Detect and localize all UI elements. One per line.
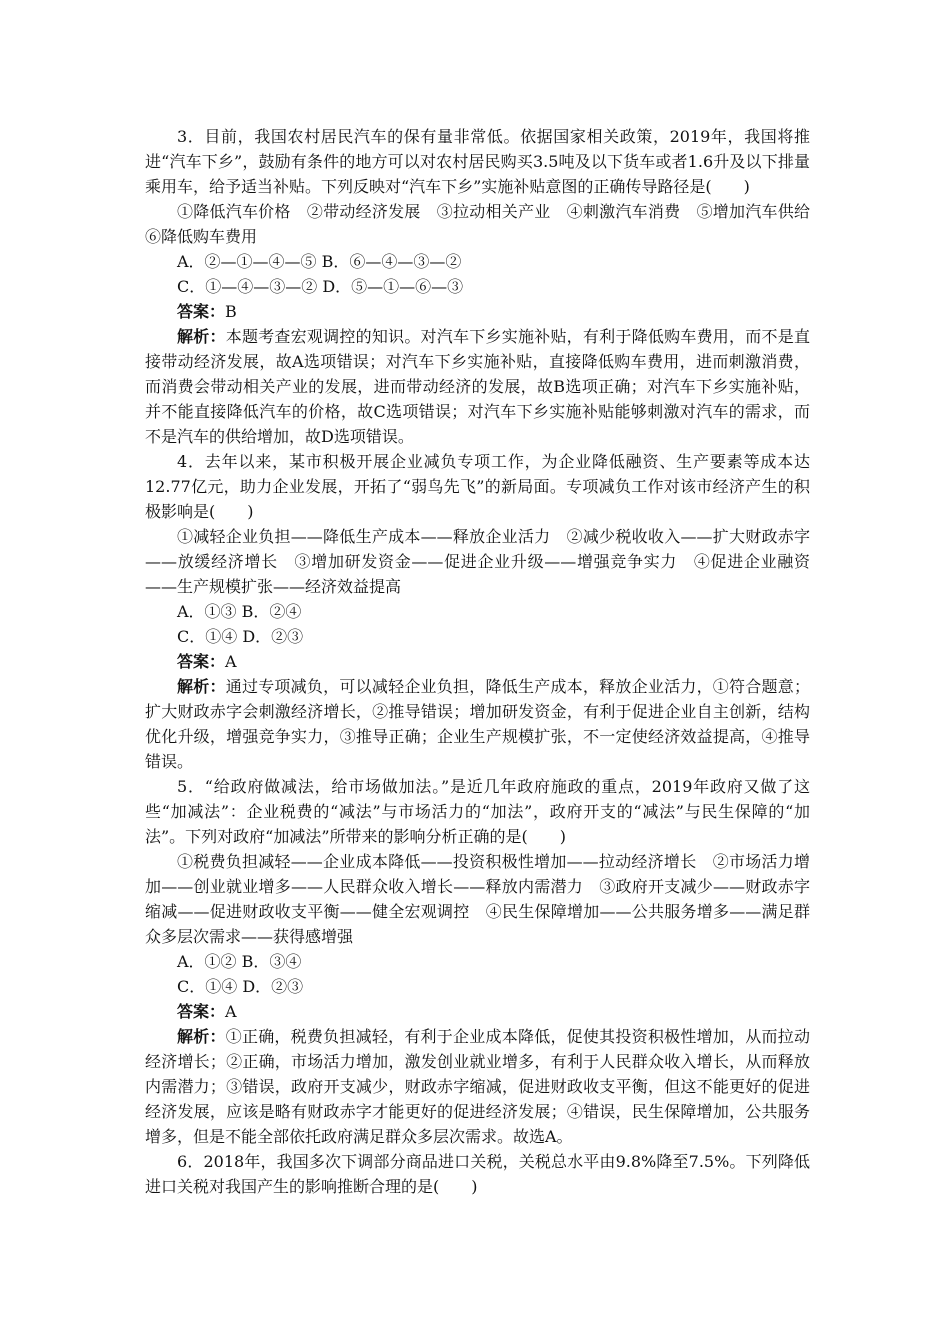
question-5-analysis bbox=[145, 1024, 810, 1149]
question-3-answer bbox=[145, 299, 810, 324]
question-4-analysis bbox=[145, 674, 810, 774]
question-3 bbox=[145, 124, 827, 449]
question-4-items: ①减轻企业负担——降低生产成本——释放企业活力 ②减少税收收入——扩大财政赤字——放缓经济增长 ③增加研发资金——促进企业升级——增强竞争实力 ④促进企业融资——生产规模扩张——经济效益提高 bbox=[145, 527, 810, 596]
question-5-options-cd: C．①④ D．②③ bbox=[177, 977, 304, 996]
answer-value: A bbox=[225, 652, 237, 671]
question-5-items: ①税费负担减轻——企业成本降低——投资积极性增加——拉动经济增长 ②市场活力增加——创业就业增多——人民群众收入增长——释放内需潜力 ③政府开支减少——财政赤字缩减——促进财政收支平衡——健全宏观调控 ④民生保障增加——公共服务增多——满足群众多层次需求——获得感增强 bbox=[145, 852, 810, 946]
question-3-analysis bbox=[145, 324, 810, 449]
question-5-stem: 5．“给政府做减法，给市场做加法。”是近几年政府施政的重点，2019年政府又做了这些“加减法”：企业税费的“减法”与市场活力的“加法”，政府开支的“减法”与民生保障的“加法”。下列对政府“加减法”所带来的影响分析正确的是( ) bbox=[145, 777, 810, 846]
question-4-options-cd: C．①④ D．②③ bbox=[177, 627, 304, 646]
answer-value: B bbox=[225, 302, 237, 321]
question-3-items: ①降低汽车价格 ②带动经济发展 ③拉动相关产业 ④刺激汽车消费 ⑤增加汽车供给 ⑥降低购车费用 bbox=[145, 202, 827, 246]
question-3-options-cd: C．①—④—③—② D．⑤—①—⑥—③ bbox=[177, 277, 464, 296]
question-6-stem: 6．2018年，我国多次下调部分商品进口关税，关税总水平由9.8%降至7.5%。下列降低进口关税对我国产生的影响推断合理的是( ) bbox=[145, 1152, 810, 1196]
analysis-text: 通过专项减负，可以减轻企业负担，降低生产成本，释放企业活力，①符合题意；扩大财政赤字会刺激经济增长，②推导错误；增加研发资金，有利于促进企业自主创新，结构优化升级，增强竞争实力，③推导正确；企业生产规模扩张，不一定使经济效益提高，④推导错误。 bbox=[145, 677, 810, 771]
question-5 bbox=[145, 774, 810, 1149]
analysis-label: 解析： bbox=[177, 327, 226, 346]
answer-label: 答案： bbox=[177, 652, 226, 671]
question-3-stem: 3．目前，我国农村居民汽车的保有量非常低。依据国家相关政策，2019年，我国将推进“汽车下乡”，鼓励有条件的地方可以对农村居民购买3.5吨及以下货车或者1.6升及以下排量乘用车，给予适当补贴。下列反映对“汽车下乡”实施补贴意图的正确传导路径是( ) bbox=[145, 127, 810, 196]
analysis-text: 本题考查宏观调控的知识。对汽车下乡实施补贴，有利于降低购车费用，而不是直接带动经济发展，故A选项错误；对汽车下乡实施补贴，直接降低购车费用，进而刺激消费，而消费会带动相关产业的发展，进而带动经济的发展，故B选项正确；对汽车下乡实施补贴，并不能直接降低汽车的价格，故C选项错误；对汽车下乡实施补贴能够刺激对汽车的需求，而不是汽车的供给增加，故D选项错误。 bbox=[145, 327, 810, 446]
answer-label: 答案： bbox=[177, 1002, 226, 1021]
analysis-label: 解析： bbox=[177, 677, 226, 696]
question-5-answer bbox=[145, 999, 810, 1024]
analysis-label: 解析： bbox=[177, 1027, 226, 1046]
question-5-options-ab: A．①② B．③④ bbox=[177, 952, 302, 971]
analysis-text: ①正确，税费负担减轻，有利于企业成本降低，促使其投资积极性增加，从而拉动经济增长；②正确，市场活力增加，激发创业就业增多，有利于人民群众收入增长，从而释放内需潜力；③错误，政府开支减少，财政赤字缩减，促进财政收支平衡，但这不能更好的促进经济发展，应该是略有财政赤字才能更好的促进经济发展；④错误，民生保障增加，公共服务增多，但是不能全部依托政府满足群众多层次需求。故选A。 bbox=[145, 1027, 810, 1146]
question-4 bbox=[145, 449, 810, 774]
question-4-options-ab: A．①③ B．②④ bbox=[177, 602, 302, 621]
question-3-options-ab: A．②—①—④—⑤ B．⑥—④—③—② bbox=[177, 252, 462, 271]
answer-value: A bbox=[225, 1002, 237, 1021]
question-4-answer bbox=[145, 649, 810, 674]
answer-label: 答案： bbox=[177, 302, 226, 321]
question-6 bbox=[145, 1149, 810, 1199]
question-4-stem: 4．去年以来，某市积极开展企业减负专项工作，为企业降低融资、生产要素等成本达12.77亿元，助力企业发展，开拓了“弱鸟先飞”的新局面。专项减负工作对该市经济产生的积极影响是( ) bbox=[145, 452, 810, 521]
